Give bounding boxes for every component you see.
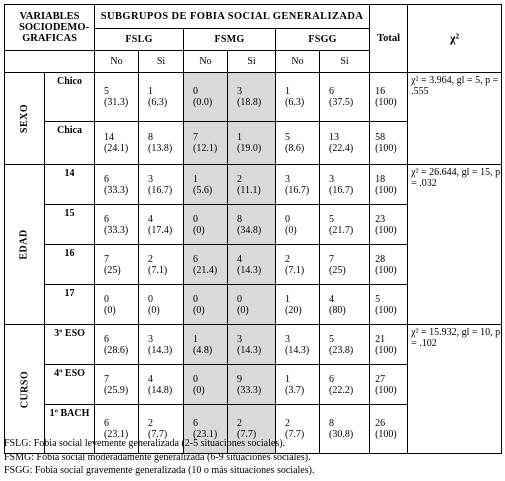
header-blank — [5, 51, 95, 73]
row-label: 14 — [45, 165, 95, 205]
total-percent: (100) — [375, 264, 397, 276]
cell-percent: (33.3) — [237, 384, 262, 396]
chi-square-result: χ² = 15.932, gl = 10, p = .102 — [408, 325, 502, 454]
row-label: 3º ESO — [45, 325, 95, 365]
cell-percent: (6.3) — [285, 97, 305, 108]
cell-percent: (21.7) — [329, 224, 354, 236]
si-header: Si — [320, 51, 370, 73]
data-cell — [276, 245, 320, 285]
cell-count: 1 — [237, 132, 243, 143]
data-cell — [184, 165, 228, 205]
data-cell — [95, 73, 139, 122]
cell-count: 6 — [193, 253, 199, 265]
total-cell — [370, 245, 408, 285]
cell-percent: (17.4) — [148, 224, 173, 236]
data-cell — [95, 205, 139, 245]
cell-percent: (14.3) — [285, 344, 310, 356]
cell-count: 6 — [193, 418, 199, 429]
cell-count: 4 — [329, 293, 335, 305]
table-row — [5, 73, 502, 122]
cell-percent: (28.6) — [104, 344, 129, 356]
total-count: 16 — [375, 86, 386, 97]
cell-count: 2 — [237, 418, 243, 429]
cell-percent: (13.8) — [148, 143, 173, 154]
total-count: 5 — [375, 293, 381, 305]
cell-percent: (3.7) — [285, 384, 305, 396]
cell-count: 6 — [104, 173, 110, 185]
cell-percent: (22.2) — [329, 384, 354, 396]
cell-count: 6 — [329, 373, 335, 385]
data-cell — [228, 285, 276, 325]
cell-percent: (12.1) — [193, 143, 218, 154]
data-cell — [276, 325, 320, 365]
chi-square-result: χ² = 3.964, gl = 5, p = .555 — [408, 73, 502, 165]
total-cell — [370, 165, 408, 205]
cell-count: 3 — [148, 333, 154, 345]
data-cell — [95, 285, 139, 325]
cell-count: 1 — [193, 333, 199, 345]
cell-count: 7 — [193, 132, 199, 143]
cell-percent: (14.3) — [237, 344, 262, 356]
cell-count: 7 — [104, 253, 110, 265]
data-cell — [184, 205, 228, 245]
row-label: 17 — [45, 285, 95, 325]
cell-percent: (33.3) — [104, 184, 129, 196]
cell-percent: (21.4) — [193, 264, 218, 276]
total-percent: (100) — [375, 344, 397, 356]
data-cell — [139, 325, 184, 365]
cell-count: 1 — [285, 293, 291, 305]
cell-percent: (7.1) — [148, 264, 168, 276]
cell-percent: (80) — [329, 304, 346, 316]
cell-count: 7 — [104, 373, 110, 385]
cell-count: 2 — [285, 418, 291, 429]
data-cell — [184, 122, 228, 165]
section-label-sexo: SEXO — [5, 73, 45, 165]
section-label-curso: CURSO — [5, 325, 45, 454]
cell-count: 5 — [329, 213, 335, 225]
data-cell — [184, 325, 228, 365]
total-cell — [370, 365, 408, 405]
cell-count: 13 — [329, 132, 340, 143]
row-label: 4º ESO — [45, 365, 95, 405]
cell-count: 2 — [285, 253, 291, 265]
cell-percent: (7.1) — [285, 264, 305, 276]
cell-percent: (22.4) — [329, 143, 354, 154]
cell-percent: (16.7) — [329, 184, 354, 196]
cell-percent: (31.3) — [104, 97, 129, 108]
data-cell — [139, 165, 184, 205]
total-percent: (100) — [375, 184, 397, 196]
cell-percent: (37.5) — [329, 97, 354, 108]
cell-percent: (23.8) — [329, 344, 354, 356]
cell-count: 3 — [237, 333, 243, 345]
cell-count: 1 — [285, 373, 291, 385]
total-count: 27 — [375, 373, 386, 385]
data-cell — [228, 122, 276, 165]
cell-count: 0 — [148, 293, 154, 305]
cell-count: 0 — [193, 86, 199, 97]
total-cell — [370, 205, 408, 245]
footnote-fsmg: FSMG: Fobia social moderadamente generalizada (6-9 situaciones sociales). — [4, 451, 311, 463]
cell-percent: (4.8) — [193, 344, 213, 356]
total-percent: (100) — [375, 429, 397, 440]
cell-percent: (20) — [285, 304, 302, 316]
no-header: No — [184, 51, 228, 73]
total-count: 26 — [375, 418, 386, 429]
cell-percent: (14.3) — [148, 344, 173, 356]
data-cell — [320, 365, 370, 405]
table-body — [5, 5, 502, 454]
data-cell — [276, 365, 320, 405]
total-count: 21 — [375, 333, 386, 345]
data-cell — [276, 285, 320, 325]
cell-percent: (19.0) — [237, 143, 262, 154]
cell-count: 14 — [104, 132, 115, 143]
chi-square-header: χ² — [408, 5, 502, 73]
cell-count: 0 — [237, 293, 243, 305]
total-count: 18 — [375, 173, 386, 185]
cell-percent: (30.8) — [329, 429, 354, 440]
subgroups-header: SUBGRUPOS DE FOBIA SOCIAL GENERALIZADA — [95, 5, 370, 29]
cell-count: 0 — [104, 293, 110, 305]
row-label: 16 — [45, 245, 95, 285]
data-cell — [139, 285, 184, 325]
data-cell — [95, 245, 139, 285]
data-cell — [228, 165, 276, 205]
chi-square-result: χ² = 26.644, gl = 15, p = .032 — [408, 165, 502, 325]
cell-count: 2 — [148, 253, 154, 265]
cell-percent: (24.1) — [104, 143, 129, 154]
total-percent: (100) — [375, 97, 397, 108]
cell-count: 0 — [193, 293, 199, 305]
cell-percent: (6.3) — [148, 97, 168, 108]
cell-percent: (16.7) — [285, 184, 310, 196]
total-count: 28 — [375, 253, 386, 265]
cell-count: 5 — [285, 132, 291, 143]
no-header: No — [95, 51, 139, 73]
data-cell — [95, 325, 139, 365]
cell-percent: (0.0) — [193, 97, 213, 108]
cell-count: 6 — [329, 86, 335, 97]
cell-percent: (7.7) — [148, 429, 168, 440]
footnotes — [4, 437, 314, 478]
footnote-fsgg: FSGG: Fobia social gravemente generalizada (10 o más situaciones sociales). — [4, 465, 315, 476]
cell-percent: (0) — [193, 384, 205, 396]
data-cell — [95, 365, 139, 405]
total-cell — [370, 405, 408, 454]
fobia-social-table — [4, 4, 502, 454]
data-cell — [320, 325, 370, 365]
cell-count: 4 — [237, 253, 243, 265]
total-count: 23 — [375, 213, 386, 225]
data-cell — [320, 205, 370, 245]
cell-count: 0 — [193, 213, 199, 225]
cell-percent: (25) — [104, 264, 121, 276]
data-cell — [276, 122, 320, 165]
footnote-fslg: FSLG: Fobia social levemente generalizada (2-5 situaciones sociales). — [4, 438, 286, 449]
data-cell — [320, 122, 370, 165]
cell-percent: (14.8) — [148, 384, 173, 396]
cell-count: 8 — [148, 132, 154, 143]
cell-count: 2 — [237, 173, 243, 185]
data-cell — [184, 73, 228, 122]
total-cell — [370, 122, 408, 165]
data-cell — [184, 245, 228, 285]
table-row — [5, 165, 502, 205]
cell-count: 3 — [285, 173, 291, 185]
data-cell — [139, 205, 184, 245]
data-cell — [139, 365, 184, 405]
si-header: Si — [228, 51, 276, 73]
total-cell — [370, 325, 408, 365]
cell-percent: (5.6) — [193, 184, 213, 196]
cell-count: 5 — [104, 86, 110, 97]
data-cell — [228, 73, 276, 122]
cell-percent: (7.7) — [285, 429, 305, 440]
cell-percent: (25) — [329, 264, 346, 276]
data-cell — [320, 285, 370, 325]
cell-count: 0 — [285, 213, 291, 225]
cell-percent: (7.7) — [237, 429, 257, 440]
total-count: 58 — [375, 132, 386, 143]
data-cell — [139, 73, 184, 122]
cell-percent: (0) — [193, 224, 205, 236]
group-header-fsgg: FSGG — [276, 29, 370, 51]
cell-count: 1 — [193, 173, 199, 185]
section-label-edad: EDAD — [5, 165, 45, 325]
data-cell — [139, 245, 184, 285]
total-cell — [370, 73, 408, 122]
data-cell — [139, 122, 184, 165]
cell-count: 3 — [285, 333, 291, 345]
data-cell — [95, 165, 139, 205]
cell-count: 7 — [329, 253, 335, 265]
data-cell — [276, 73, 320, 122]
cell-percent: (0) — [237, 304, 249, 316]
cell-percent: (34.8) — [237, 224, 262, 236]
cell-percent: (33.3) — [104, 224, 129, 236]
row-label: 15 — [45, 205, 95, 245]
cell-percent: (23.1) — [193, 429, 218, 440]
total-header: Total — [370, 5, 408, 73]
cell-percent: (18.8) — [237, 97, 262, 108]
group-header-fslg: FSLG — [95, 29, 184, 51]
cell-percent: (16.7) — [148, 184, 173, 196]
data-cell — [320, 165, 370, 205]
table-row — [5, 325, 502, 365]
cell-count: 3 — [237, 86, 243, 97]
data-cell — [228, 325, 276, 365]
total-percent: (100) — [375, 384, 397, 396]
data-cell — [276, 205, 320, 245]
cell-count: 0 — [193, 373, 199, 385]
cell-count: 2 — [148, 418, 154, 429]
cell-count: 4 — [148, 213, 154, 225]
cell-count: 9 — [237, 373, 243, 385]
data-cell — [184, 285, 228, 325]
cell-count: 8 — [237, 213, 243, 225]
cell-percent: (0) — [104, 304, 116, 316]
cell-percent: (0) — [285, 224, 297, 236]
variables-header: VARIABLES SOCIODEMO-GRAFICAS — [5, 5, 95, 51]
cell-count: 6 — [104, 418, 110, 429]
data-cell — [320, 405, 370, 454]
cell-percent: (0) — [193, 304, 205, 316]
cell-percent: (0) — [148, 304, 160, 316]
cell-percent: (8.6) — [285, 143, 305, 154]
cell-percent: (14.3) — [237, 264, 262, 276]
cell-percent: (23.1) — [104, 429, 129, 440]
row-label: 1º BACH — [45, 405, 95, 454]
cell-count: 5 — [329, 333, 335, 345]
total-percent: (100) — [375, 143, 397, 154]
cell-count: 1 — [285, 86, 291, 97]
cell-count: 8 — [329, 418, 335, 429]
cell-count: 3 — [148, 173, 154, 185]
cell-count: 6 — [104, 333, 110, 345]
row-label: Chica — [45, 122, 95, 165]
data-cell — [228, 205, 276, 245]
total-cell — [370, 285, 408, 325]
data-cell — [228, 365, 276, 405]
data-cell — [228, 245, 276, 285]
total-percent: (100) — [375, 224, 397, 236]
data-cell — [320, 73, 370, 122]
data-cell — [276, 165, 320, 205]
row-label: Chico — [45, 73, 95, 122]
cell-count: 6 — [104, 213, 110, 225]
no-header: No — [276, 51, 320, 73]
cell-count: 1 — [148, 86, 154, 97]
total-percent: (100) — [375, 304, 397, 316]
si-header: Si — [139, 51, 184, 73]
cell-percent: (11.1) — [237, 184, 261, 196]
data-cell — [95, 122, 139, 165]
data-cell — [184, 365, 228, 405]
cell-count: 4 — [148, 373, 154, 385]
cell-count: 3 — [329, 173, 335, 185]
cell-percent: (25.9) — [104, 384, 129, 396]
data-cell — [320, 245, 370, 285]
group-header-fsmg: FSMG — [184, 29, 276, 51]
